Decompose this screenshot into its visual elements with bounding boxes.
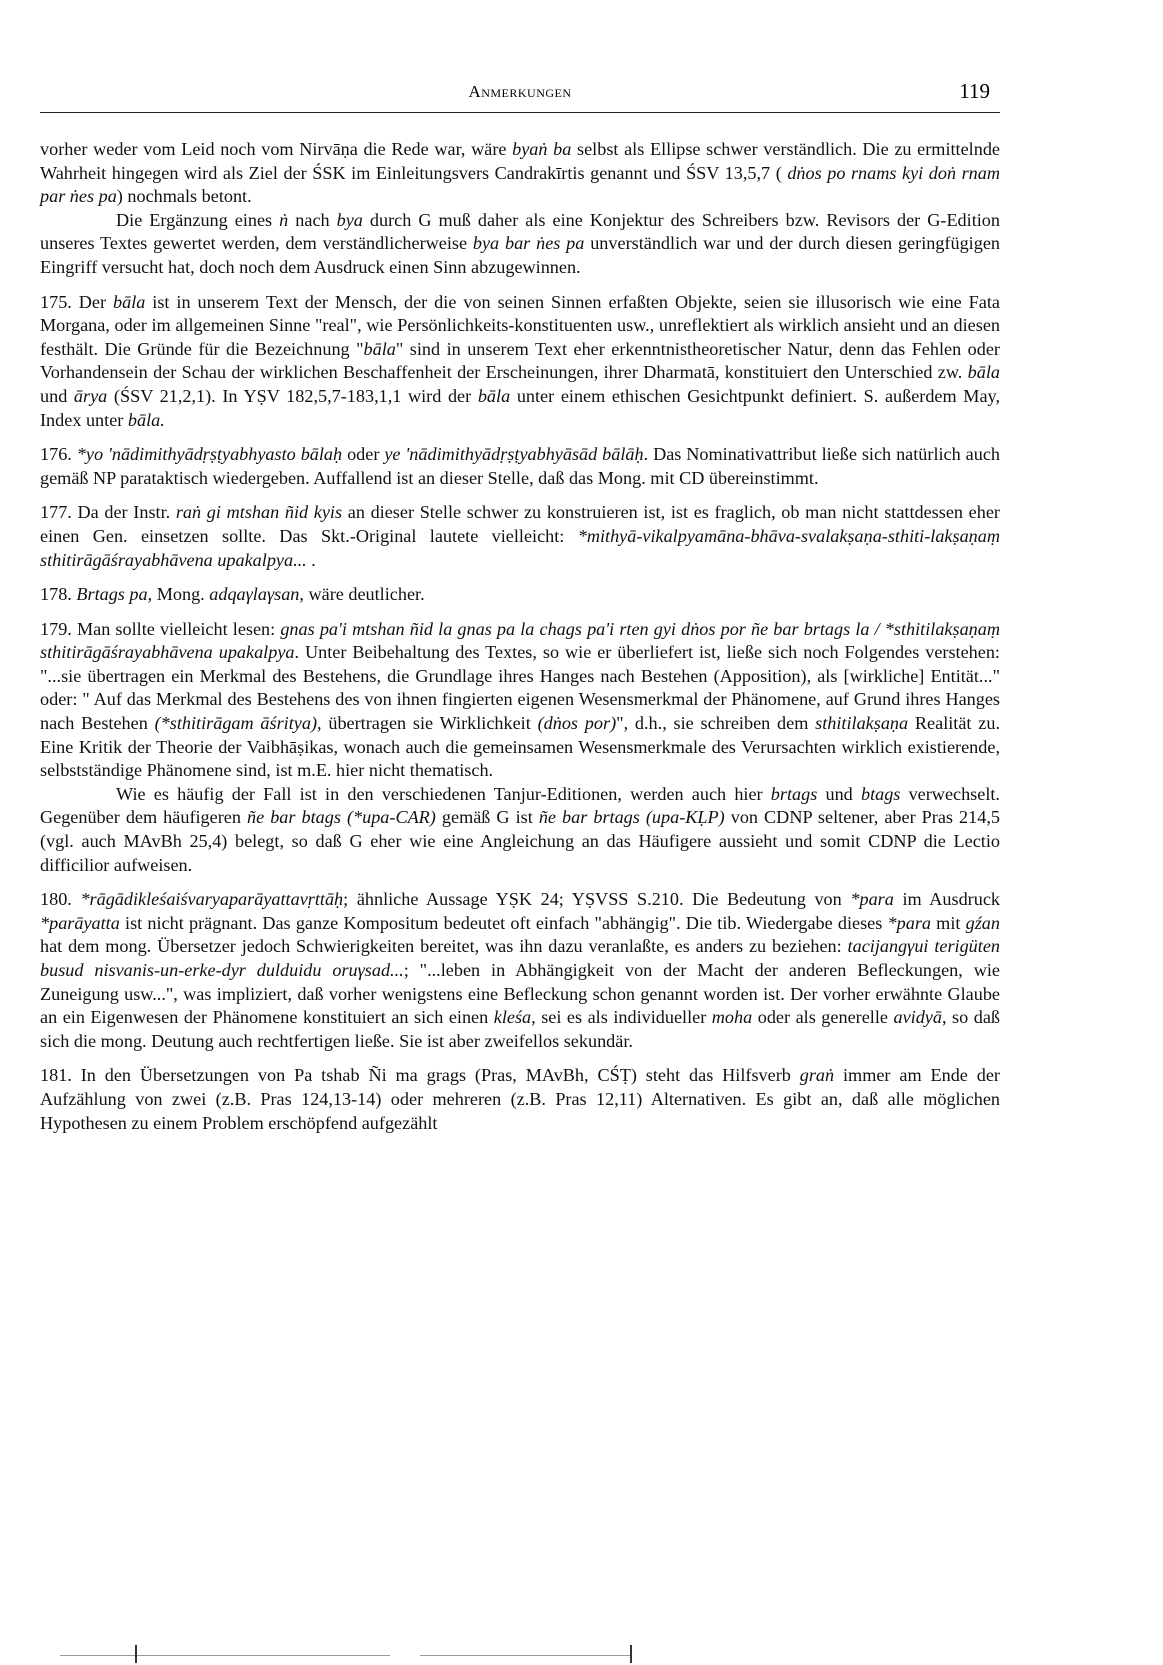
note-continuation: vorher weder vom Leid noch vom Nirvāṇa die Rede war, wäre byaṅ ba selbst als Ellipse schwer verständlich. Die zu ermittelnde Wahrheit hingegen wird als Ziel der ŚSK im Einleitungsvers Candrakīrtis genannt und ŚSV 13,5,7 ( dṅos po rnams kyi doṅ rnam par ṅes pa) nochmals betont. — [40, 139, 1000, 207]
page-number: 119 — [959, 79, 990, 103]
notes-body — [40, 138, 1000, 1146]
scan-mark — [135, 1645, 137, 1663]
note-180: 180. *rāgādikleśaiśvaryaparāyattavṛttāḥ; ähnliche Aussage YṢK 24; YṢVSS S.210. Die Bedeutung von *para im Ausdruck *parāyatta ist nicht prägnant. Das ganze Kompositum bedeutet oft einfach "abhängig". Die tib. Wiedergabe dieses *para mit gźan hat dem mong. Übersetzer jedoch Schwierigkeiten bereitet, was ihn dazu veranlaßte, es anders zu beziehen: tacijangγui terigüten busud nisvanis-un-erke-dyr dulduidu oruγsad...; "...leben in Abhängigkeit von der Macht der anderen Befleckungen, wie Zuneigung usw...", was impliziert, daß vorher wenigstens eine Befleckung schon genannt worden ist. Der vorher erwähnte Glaube an ein Eigenwesen der Phänomene konstituiert an sich einen kleśa, sei es als individueller moha oder als generelle avidyā, so daß sich die mong. Deutung auch rechtfertigen ließe. Sie ist aber zweifellos sekundär. — [40, 889, 1000, 1051]
note-175: 175. Der bāla ist in unserem Text der Mensch, der die von seinen Sinnen erfaßten Objekte, seien sie illusorisch wie eine Fata Morgana, oder im allgemeinen Sinne "real", wie Persönlichkeits-konstituenten usw., unreflektiert als wirklich ansieht und an diesen festhält. Die Gründe für die Bezeichnung "bāla" sind in unserem Text eher erkenntnistheoretischer Natur, denn das Fehlen oder Vorhandensein der Schau der wirklichen Beschaffenheit der Erscheinungen, ihrer Dharmatā, konstituiert den Unterschied zw. bāla und ārya (ŚSV 21,2,1). In YṢV 182,5,7-183,1,1 wird der bāla unter einem ethischen Gesichtpunkt definiert. S. außerdem May, Index unter bāla. — [40, 291, 1000, 430]
scan-rule — [60, 1655, 390, 1656]
running-header — [40, 78, 1000, 113]
note-177: 177. Da der Instr. raṅ gi mtshan ñid kyis an dieser Stelle schwer zu konstruieren ist, ist es fraglich, ob man nicht stattdessen eher einen Gen. einsetzen sollte. Das Skt.-Original lautete vielleicht: *mithyā-vikalpyamāna-bhāva-svalakṣaṇa-sthiti-lakṣaṇaṃ sthitirāgāśrayabhāvena upakalpya... . — [40, 502, 1000, 570]
scan-footer-marks — [0, 1640, 1163, 1665]
note-178: 178. Brtags pa, Mong. adqaγlaγsan, wäre deutlicher. — [40, 584, 425, 605]
note-176: 176. *yo 'nādimithyādṛṣṭyabhyasto bālaḥ oder ye 'nādimithyādṛṣṭyabhyāsād bālāḥ. Das Nominativattribut ließe sich natürlich auch gemäß NP parataktisch wiedergeben. Auffallend ist an dieser Stelle, daß das Mong. mit CD übereinstimmt. — [40, 444, 1000, 488]
scan-rule — [420, 1655, 630, 1656]
note-181: 181. In den Übersetzungen von Pa tshab Ñi ma grags (Pras, MAvBh, CŚṬ) steht das Hilfsverb graṅ immer am Ende der Aufzählung von zwei (z.B. Pras 124,13-14) oder mehreren (z.B. Pras 12,11) Alternativen. Es gibt an, daß alle möglichen Hypothesen zu einem Problem erschöpfend aufgezählt — [40, 1065, 1000, 1133]
note-179: 179. Man sollte vielleicht lesen: gnas pa'i mtshan ñid la gnas pa la chags pa'i rten gyi dṅos por ñe bar brtags la / *sthitilakṣaṇaṃ sthitirāgāśrayabhāvena upakalpya. Unter Beibehaltung des Textes, so wie er überliefert ist, ließe sich noch Folgendes verstehen: "...sie übertragen ein Merkmal des Bestehens, die Grundlage ihres Hanges nach Bestehen (Apposition), als [wirkliche] Entität..." oder: " Auf das Merkmal des Bestehens des von ihnen fingierten eigenen Wesensmerkmal der Phänomene, auf Grund ihres Hanges nach Bestehen (*sthitirāgam āśritya), übertragen sie Wirklichkeit (dṅos por)", d.h., sie schreiben dem sthitilakṣaṇa Realität zu. Eine Kritik der Theorie der Vaibhāṣikas, wonach auch die gemeinsamen Wesensmerkmale des Verursachten wirklich existierende, selbstständige Phänomene sind, ist m.E. hier nicht thematisch. — [40, 618, 1000, 781]
note-179-paragraph-2: Wie es häufig der Fall ist in den verschiedenen Tanjur-Editionen, werden auch hier brtags und btags verwechselt. Gegenüber dem häufigeren ñe bar btags (*upa-CAR) gemäß G ist ñe bar brtags (upa-KḶP) von CDNP seltener, aber Pras 214,5 (vgl. auch MAvBh 25,4) belegt, so daß G eher wie eine Angleichung an das Häufigere aussieht und somit CDNP die Lectio difficilior aufweisen. — [40, 783, 1000, 875]
scan-mark — [630, 1645, 632, 1663]
note-continuation-paragraph: Die Ergänzung eines ṅ nach bya durch G muß daher als eine Konjektur des Schreibers bzw. Revisors der G-Edition unseres Textes gewertet werden, dem verständlicherweise bya bar ṅes pa unverständlich war und der durch diesen geringfügigen Eingriff versucht hat, doch noch dem Ausdruck einen Sinn abzugewinnen. — [40, 209, 1000, 277]
header-title: Anmerkungen — [468, 82, 572, 101]
